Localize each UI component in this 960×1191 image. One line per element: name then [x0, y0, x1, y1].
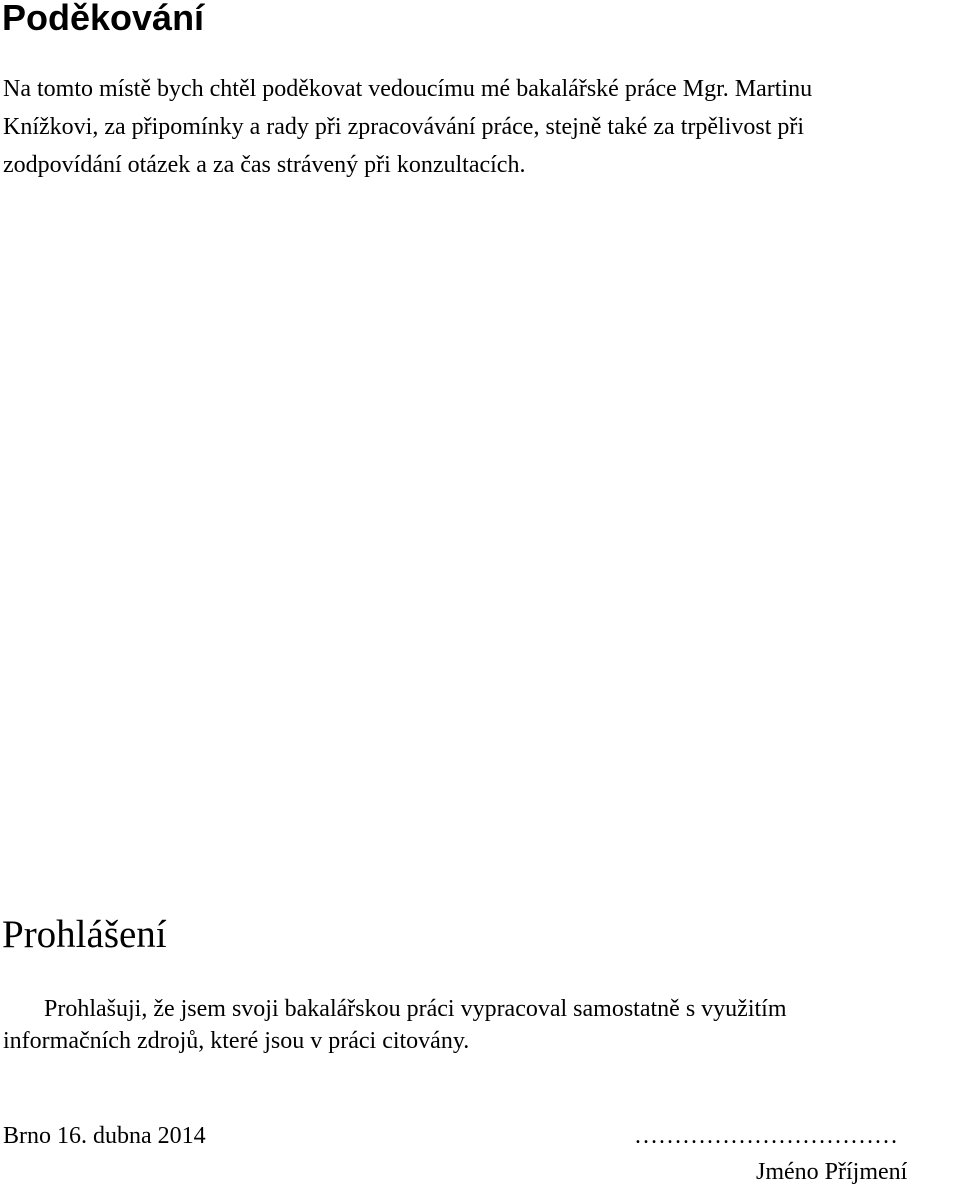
acknowledgement-heading: Poděkování: [2, 0, 205, 38]
declaration-line: Prohlašuji, že jsem svoji bakalářskou práci vypracoval samostatně s využitím: [44, 996, 787, 1022]
acknowledgement-line: zodpovídání otázek a za čas strávený při konzultacích.: [3, 152, 526, 178]
acknowledgement-line: Na tomto místě bych chtěl poděkovat vedoucímu mé bakalářské práce Mgr. Martinu: [3, 76, 813, 102]
place-and-date: Brno 16. dubna 2014: [3, 1123, 206, 1149]
signature-line: ……………………………: [634, 1123, 898, 1149]
declaration-heading: Prohlášení: [2, 913, 167, 956]
acknowledgement-line: Knížkovi, za připomínky a rady při zpracovávání práce, stejně také za trpělivost při: [3, 114, 805, 140]
declaration-line: informačních zdrojů, které jsou v práci citovány.: [3, 1028, 470, 1054]
signature-name: Jméno Příjmení: [756, 1159, 908, 1185]
